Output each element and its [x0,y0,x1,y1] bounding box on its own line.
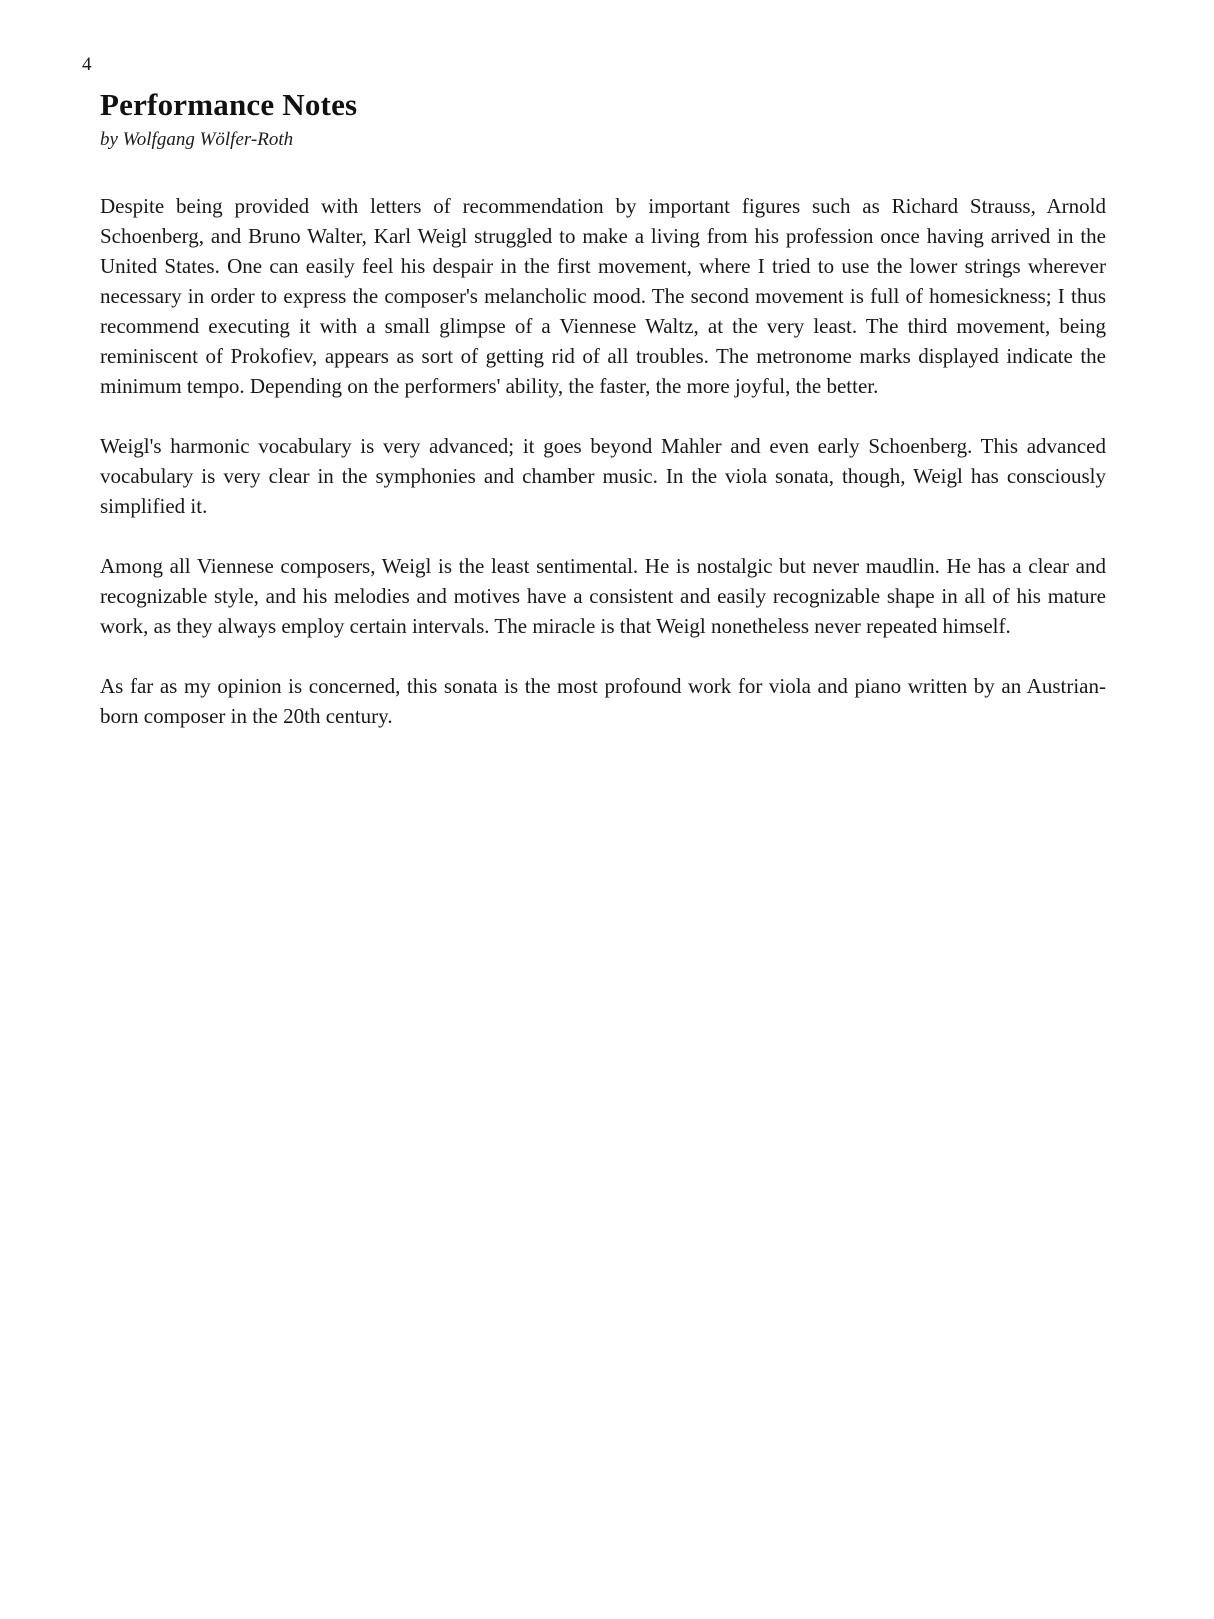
page-number: 4 [82,54,92,75]
paragraph-1: Despite being provided with letters of recommendation by important figures such as Richard Strauss, Arnold Schoenberg, and Bruno Walter, Karl Weigl struggled to make a living from his profession once having arrived in the United States. One can easily feel his despair in the first movement, where I tried to use the lower strings wherever necessary in order to express the composer's melancholic mood. The second movement is full of homesickness; I thus recommend executing it with a small glimpse of a Viennese Waltz, at the very least. The third movement, being reminiscent of Prokofiev, appears as sort of getting rid of all troubles. The metronome marks displayed indicate the minimum tempo. Depending on the performers' ability, the faster, the more joyful, the better. [100,194,1106,398]
page-title: Performance Notes [100,87,358,122]
paragraph-2: Weigl's harmonic vocabulary is very advanced; it goes beyond Mahler and even early Schoenberg. This advanced vocabulary is very clear in the symphonies and chamber music. In the viola sonata, though, Weigl has consciously simplified it. [100,434,1106,518]
paragraph-4: As far as my opinion is concerned, this sonata is the most profound work for viola and piano written by an Austrian-born composer in the 20th century. [100,674,1106,728]
paragraph-3: Among all Viennese composers, Weigl is the least sentimental. He is nostalgic but never maudlin. He has a clear and recognizable style, and his melodies and motives have a consistent and easily recognizable shape in all of his mature work, as they always employ certain intervals. The miracle is that Weigl nonetheless never repeated himself. [100,554,1106,638]
page-content [100,86,1106,761]
byline: by Wolfgang Wölfer-Roth [100,129,294,150]
